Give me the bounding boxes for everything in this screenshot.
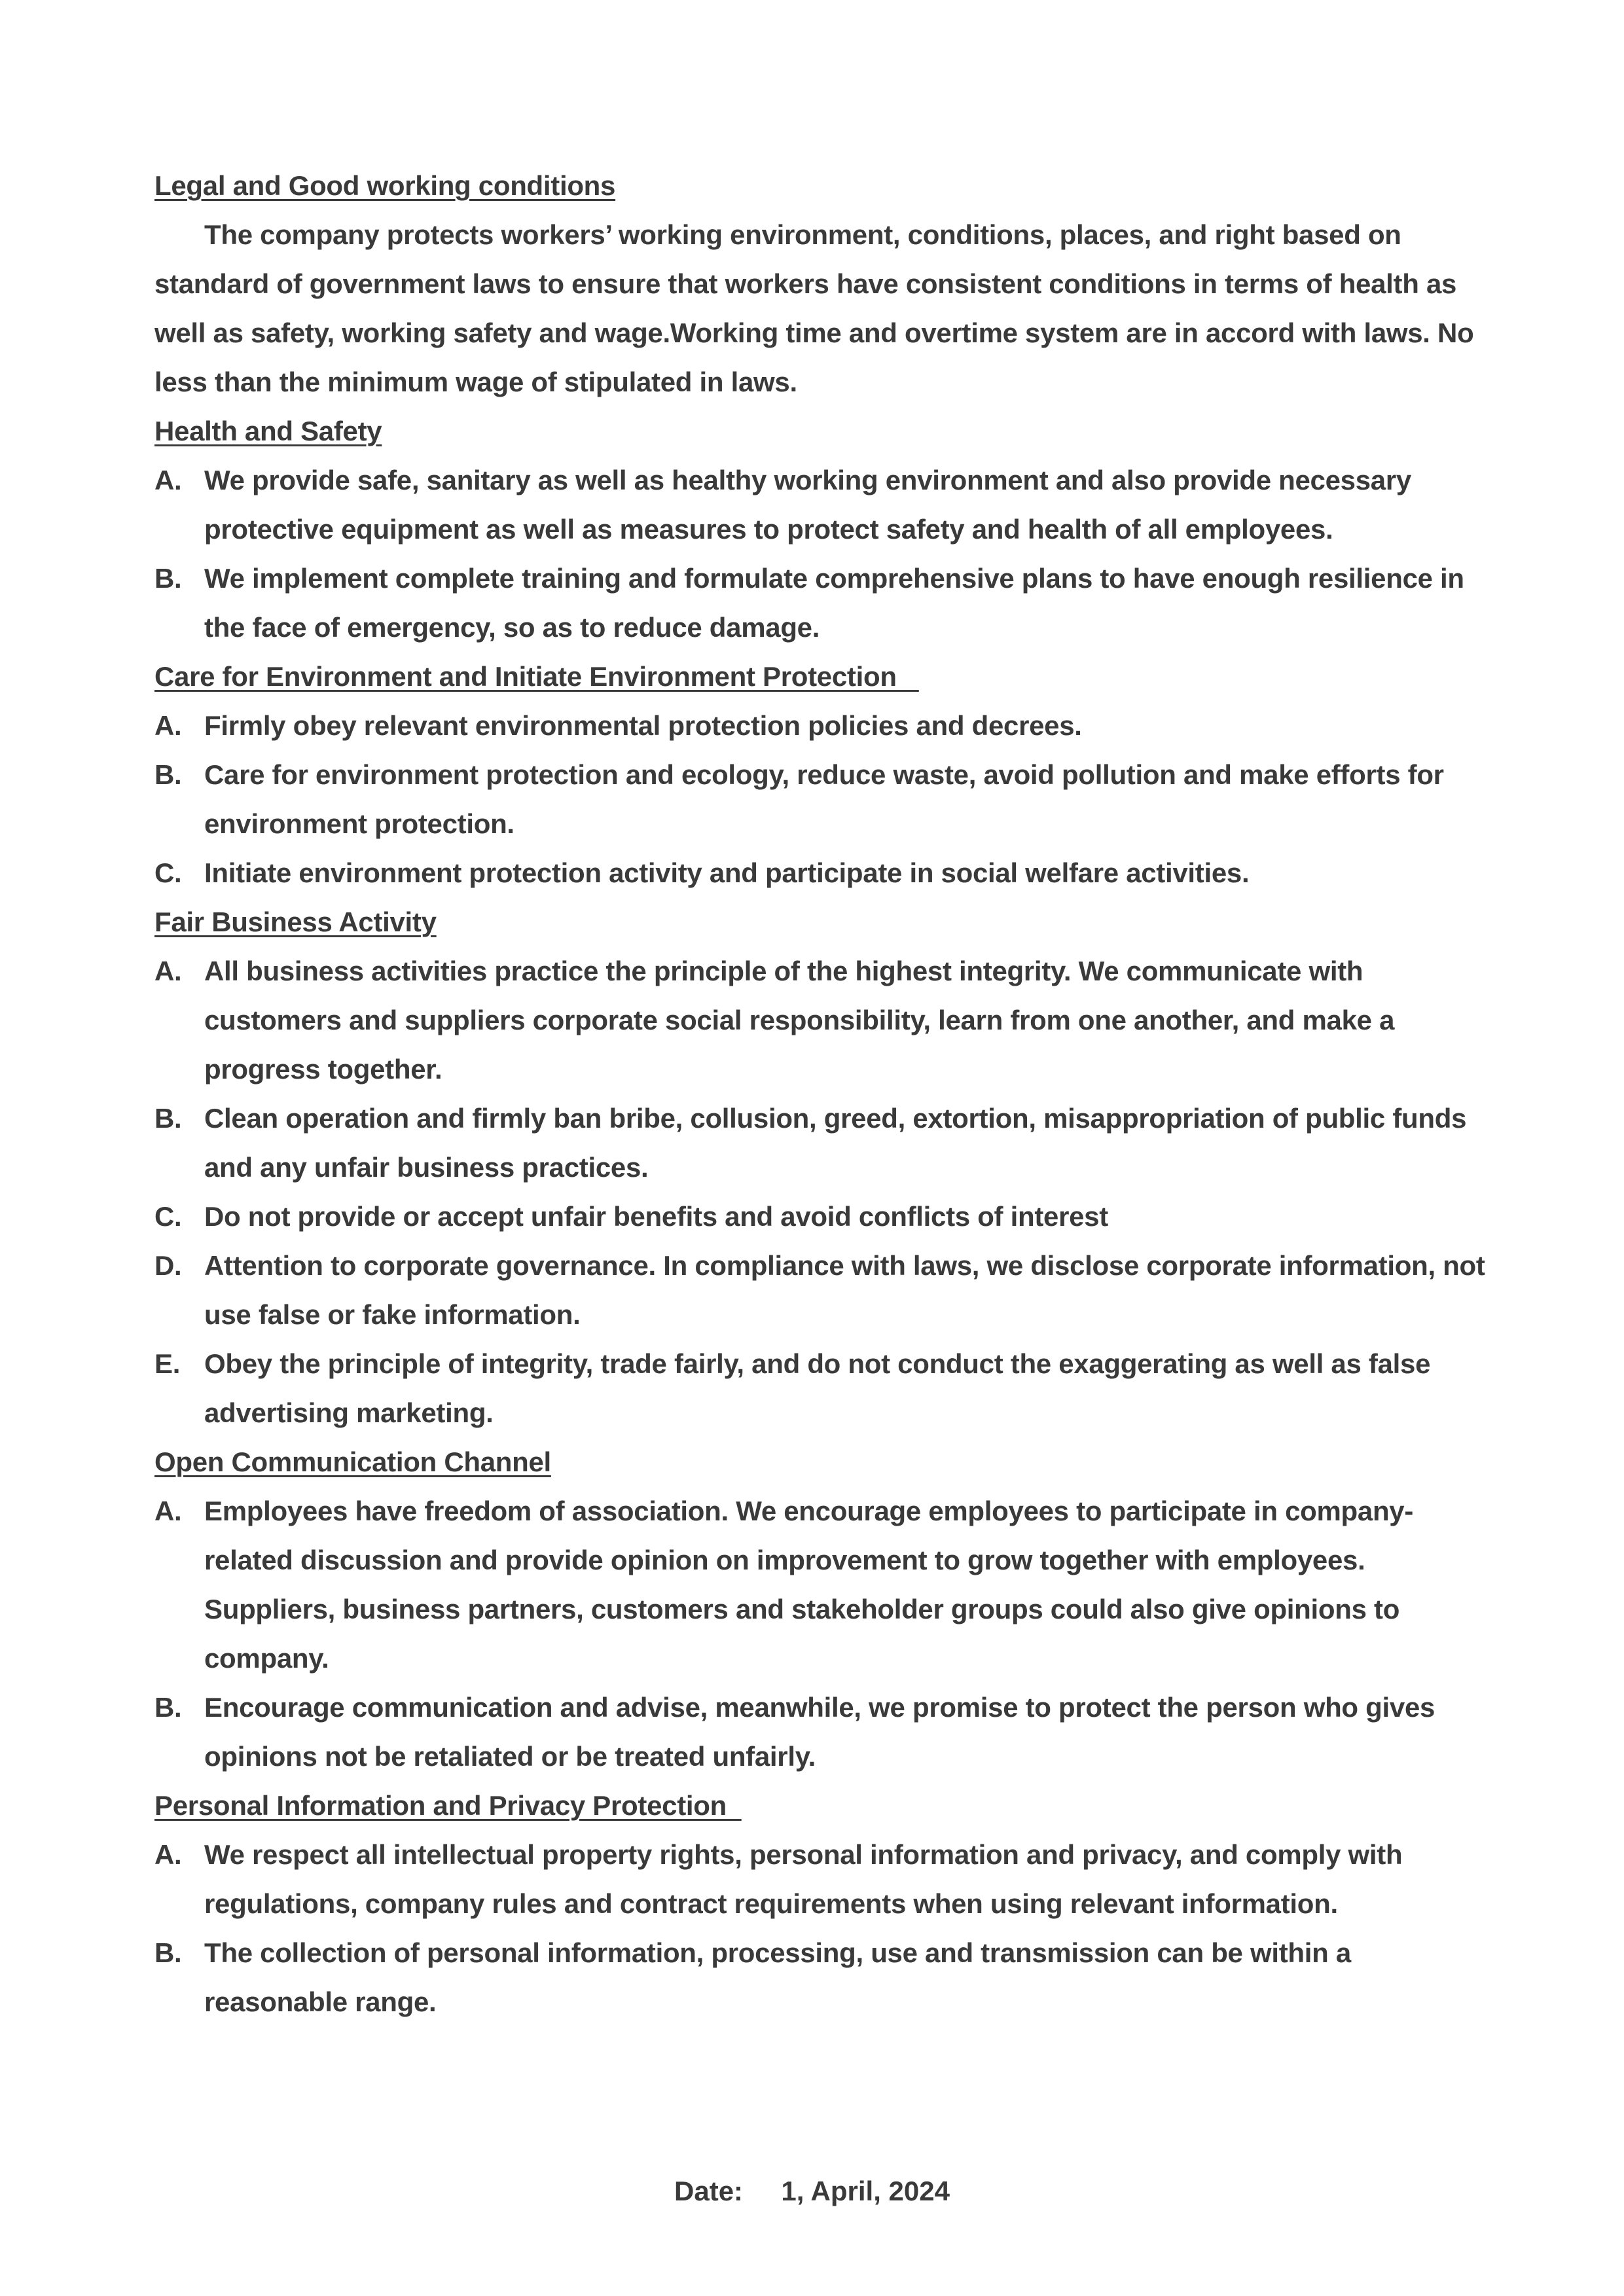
list-item-text: We implement complete training and formulate comprehensive plans to have enough resilience in the face of emergency, so as to reduce damage.	[204, 563, 1464, 643]
list-item	[154, 848, 1490, 897]
list-marker: C.	[154, 857, 182, 888]
list-marker: B.	[154, 563, 182, 594]
list-item	[154, 1241, 1490, 1339]
section-heading: Open Communication Channel	[154, 1446, 551, 1477]
list-marker: B.	[154, 1103, 182, 1134]
section-heading: Care for Environment and Initiate Environment Protection	[154, 661, 919, 692]
document-date	[0, 2172, 1624, 2211]
list-item	[154, 750, 1490, 848]
list-item	[154, 1830, 1490, 1928]
section-legal-working-conditions	[154, 161, 1490, 406]
list-marker: B.	[154, 1692, 182, 1723]
section-fair-business	[154, 897, 1490, 1437]
list-item-text: Attention to corporate governance. In compliance with laws, we disclose corporate information, not use false or fake information.	[204, 1250, 1485, 1330]
section-health-safety	[154, 406, 1490, 652]
list-item-text: Do not provide or accept unfair benefits and avoid conflicts of interest	[204, 1201, 1108, 1232]
list-marker: A.	[154, 710, 182, 741]
list-item	[154, 1094, 1490, 1192]
list-item	[154, 1683, 1490, 1781]
list-item-text: We respect all intellectual property rights, personal information and privacy, and comply with regulations, company rules and contract requirements when using relevant information.	[204, 1839, 1403, 1919]
list-item	[154, 1339, 1490, 1437]
list-item	[154, 554, 1490, 652]
item-list	[154, 701, 1490, 897]
section-heading: Legal and Good working conditions	[154, 170, 616, 201]
list-item-text: Encourage communication and advise, meanwhile, we promise to protect the person who gives opinions not be retaliated or be treated unfairly.	[204, 1692, 1435, 1772]
list-item-text: All business activities practice the principle of the highest integrity. We communicate with customers and suppliers corporate social responsibility, learn from one another, and make a progress together.	[204, 956, 1395, 1085]
list-marker: B.	[154, 759, 182, 790]
date-value: 1, April, 2024	[781, 2176, 950, 2206]
list-item-text: The collection of personal information, processing, use and transmission can be within a reasonable range.	[204, 1937, 1351, 2017]
list-item	[154, 1486, 1490, 1683]
list-marker: C.	[154, 1201, 182, 1232]
document-body	[154, 161, 1490, 2026]
list-item-text: Employees have freedom of association. We encourage employees to participate in company-related discussion and provide opinion on improvement to grow together with employees. Suppliers, business partners, customers and stakeholder groups could also give opinions to company.	[204, 1496, 1414, 1674]
list-item-text: Care for environment protection and ecology, reduce waste, avoid pollution and make efforts for environment protection.	[204, 759, 1444, 839]
list-item-text: Obey the principle of integrity, trade fairly, and do not conduct the exaggerating as well as false advertising marketing.	[204, 1348, 1431, 1428]
section-privacy-protection	[154, 1781, 1490, 2026]
section-heading: Fair Business Activity	[154, 906, 437, 937]
list-marker: A.	[154, 1496, 182, 1526]
list-marker: E.	[154, 1348, 181, 1379]
list-item-text: Initiate environment protection activity and participate in social welfare activities.	[204, 857, 1250, 888]
list-item-text: We provide safe, sanitary as well as healthy working environment and also provide necessary protective equipment as well as measures to protect safety and health of all employees.	[204, 465, 1411, 545]
section-heading: Health and Safety	[154, 416, 382, 446]
list-marker: A.	[154, 956, 182, 986]
item-list	[154, 946, 1490, 1437]
section-paragraph: The company protects workers’ working environment, conditions, places, and right based on standard of government laws to ensure that workers have consistent conditions in terms of health as well as safety, working safety and wage.Working time and overtime system are in accord with laws. No less than the minimum wage of stipulated in laws.	[154, 219, 1474, 397]
date-label: Date:	[674, 2176, 744, 2206]
list-item	[154, 1928, 1490, 2026]
section-heading: Personal Information and Privacy Protection	[154, 1790, 742, 1821]
list-marker: A.	[154, 1839, 182, 1870]
section-environment-protection	[154, 652, 1490, 897]
list-marker: A.	[154, 465, 182, 495]
item-list	[154, 456, 1490, 652]
list-marker: D.	[154, 1250, 182, 1281]
list-item-text: Clean operation and firmly ban bribe, collusion, greed, extortion, misappropriation of public funds and any unfair business practices.	[204, 1103, 1467, 1183]
list-item	[154, 456, 1490, 554]
list-item-text: Firmly obey relevant environmental protection policies and decrees.	[204, 710, 1082, 741]
item-list	[154, 1486, 1490, 1781]
list-marker: B.	[154, 1937, 182, 1968]
section-open-communication	[154, 1437, 1490, 1781]
item-list	[154, 1830, 1490, 2026]
list-item	[154, 701, 1490, 750]
list-item	[154, 946, 1490, 1094]
list-item	[154, 1192, 1490, 1241]
